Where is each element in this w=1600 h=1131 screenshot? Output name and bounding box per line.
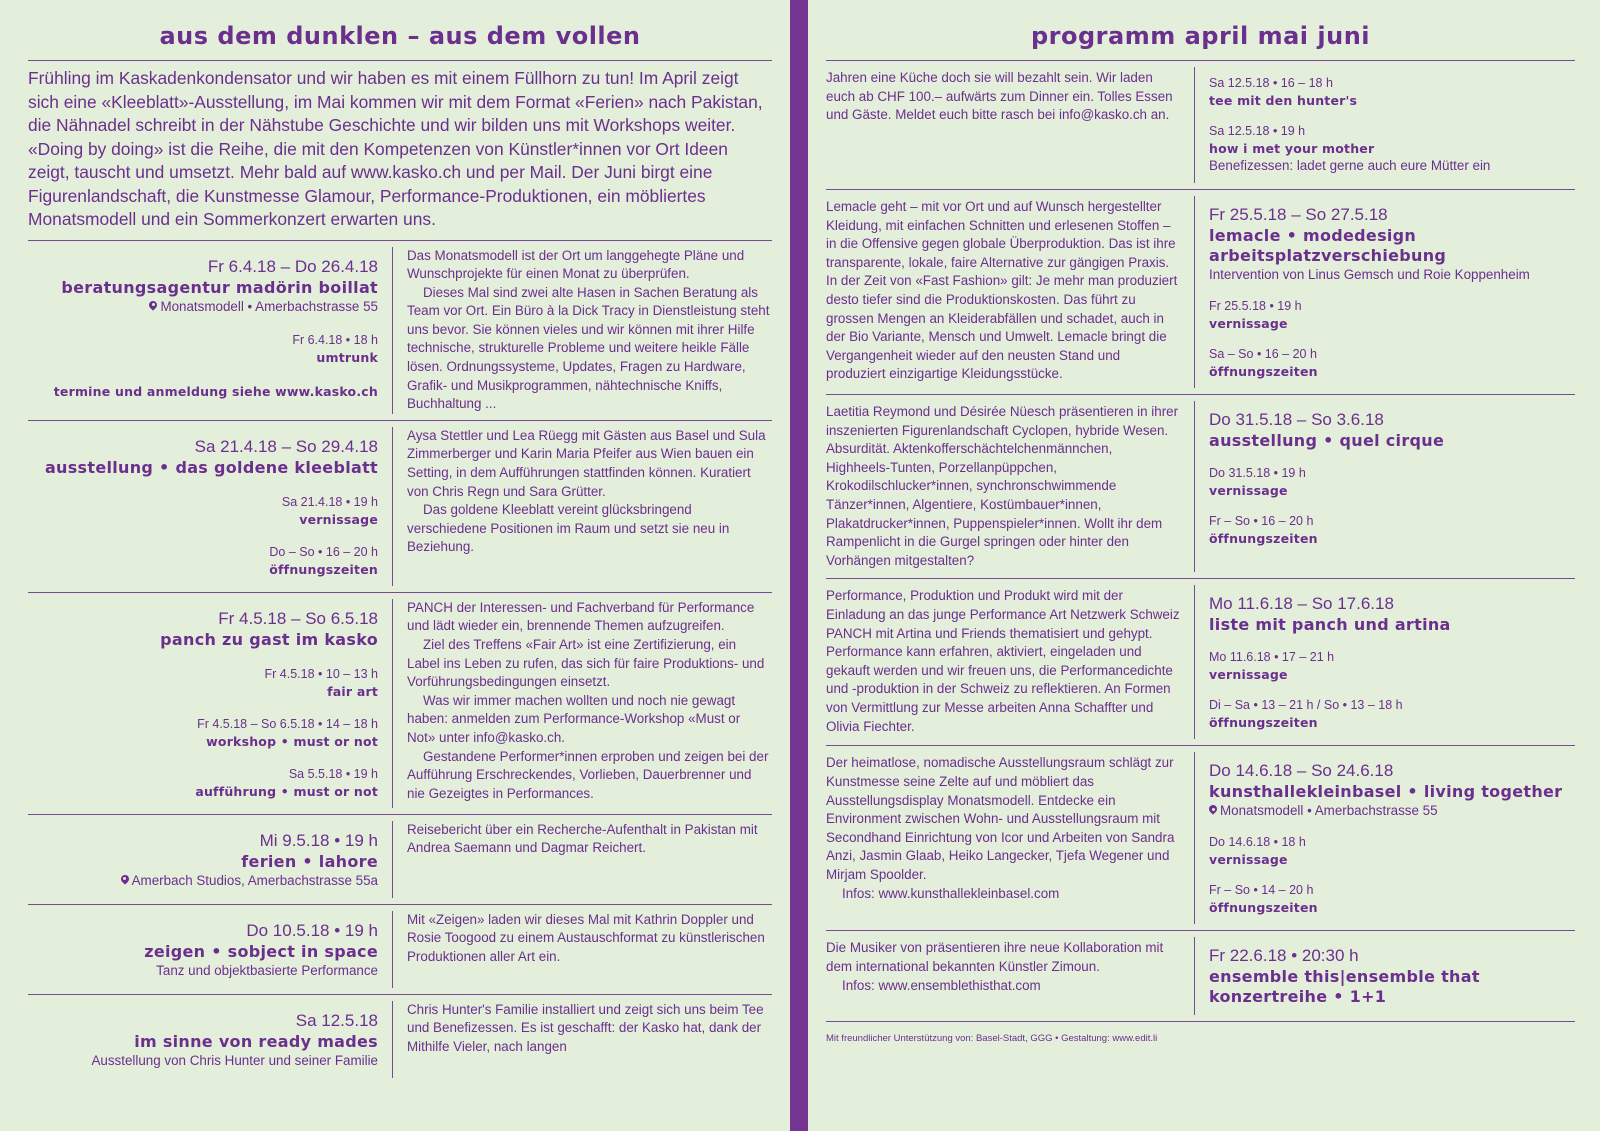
event-date: Sa 21.4.18 – So 29.4.18: [194, 436, 378, 456]
intro-text: Frühling im Kaskadenkondensator und wir haben es mit einem Füllhorn zu tun! Im April zeigt sich eine «Kleeblatt»-Ausstellung, im Mai kommen wir mit dem Format «Ferien» nach Pakistan, die Nähnadel schreibt in der Nähstube Geschichte und wir bilden uns mit Workshops weiter. «Doing by doing» ist die Reihe, die mit den Kompetenzen von Künstler*innen vor Ort Ideen zeigt, tauscht und umsetzt. Mehr bald auf www.kasko.ch und per Mail. Der Juni birgt eine Figurenlandschaft, die Kunstmesse Glamour, Performance-Produktionen, ein möbliertes Monatsmodell und ein Sommerkonzert erwarten uns.: [28, 68, 763, 229]
sub-event-time: Do 31.5.18 • 19 h: [1209, 466, 1306, 480]
event-location-text: Amerbach Studios, Amerbachstrasse 55a: [131, 872, 378, 888]
description-paragraph: Chris Hunter's Familie installiert und zeigt sich uns beim Tee und Benefizessen. Es ist geschafft: der Kasko hat, dank der Mithilfe Vieler, nach langen: [407, 1001, 764, 1055]
event-heading: ausstellung • quel cirque: [1209, 431, 1445, 450]
description-paragraph: Die Musiker von präsentieren ihre neue Kollaboration mit dem international bekannten Künstler Zimoun.: [826, 940, 1164, 974]
event-date: Do 14.6.18 – So 24.6.18: [1209, 761, 1394, 781]
event-heading-line2: konzertreihe • 1+1: [1209, 987, 1387, 1007]
sub-event-label: öffnungszeiten: [1209, 364, 1318, 379]
divider: [28, 60, 772, 61]
description-paragraph: Infos: www.ensemblethisthat.com: [842, 977, 1041, 993]
event-meta: [28, 821, 393, 898]
event-heading: kunsthallekleinbasel • living together: [1209, 782, 1563, 802]
event-row: [826, 394, 1575, 578]
description-paragraph: Performance, Produktion und Produkt wird mit der Einladung an das junge Performance Art Netzwerk Schweiz PANCH mit Artina und Friends thematisiert und gehypt. Performance kann erfahren, aktiviert, eingeladen und gekauft werden und wir freuen uns, die Performancedichte und -produktion in der Schweiz zu reflektieren. An Formen von Vermittlung zur Messe arbeiten Anna Schaffter und Olivia Fiechter.: [826, 588, 1180, 734]
event-date: Do 10.5.18 • 19 h: [246, 920, 378, 940]
description-paragraph: Infos: www.kunsthallekleinbasel.com: [842, 885, 1060, 901]
event-meta: [1194, 585, 1575, 739]
registration-note: termine und anmeldung siehe www.kasko.ch: [53, 383, 378, 399]
description-paragraph: Aysa Stettler und Lea Rüegg mit Gästen aus Basel und Sula Zimmerberger und Karin Maria Pfeifer aus Wien bauen ein Setting, in dem Aufführungen stattfinden können. Kuratiert von Chris Regn und Sara Grütter.: [407, 427, 766, 499]
event-row: [826, 60, 1575, 189]
sub-event-label: umtrunk: [316, 349, 378, 365]
event-heading: panch zu gast im kasko: [160, 629, 378, 649]
event-row: [826, 578, 1575, 745]
sub-event-label: öffnungszeiten: [1209, 715, 1318, 731]
event-description: [826, 579, 1194, 745]
description-paragraph: PANCH der Interessen- und Fachverband für Performance und lädt wieder ein, brennende Themen aufzugreifen.: [407, 599, 755, 634]
description-paragraph: Reisebericht über ein Recherche-Aufenthalt in Pakistan mit Andrea Saemann und Dagmar Reichert.: [407, 821, 758, 856]
description-paragraph: Gestandene Performer*innen erproben und zeigen bei der Aufführung Erschreckendes, Vorlieben, Dauerbrenner und nie Gezeigtes in Performances.: [407, 748, 769, 801]
sub-event-time: Fr 4.5.18 • 10 – 13 h: [264, 666, 378, 681]
sub-event-label: how i met your mother: [1209, 141, 1375, 156]
event-meta: [1194, 401, 1575, 572]
description-paragraph: Jahren eine Küche doch sie will bezahlt sein. Wir laden euch ab CHF 100.– aufwärts zum Dinner ein. Tolles Essen und Gäste. Meldet euch bitte rasch bei info@kasko.ch an.: [826, 70, 1173, 123]
event-row: [826, 189, 1575, 394]
event-location-text: Ausstellung von Chris Hunter und seiner Familie: [91, 1052, 378, 1068]
description-paragraph: Der heimatlose, nomadische Ausstellungsraum schlägt zur Kunstmesse seine Zelte auf und möbliert das Ausstellungsdisplay Monatsmodell. Entdecke ein Environment zwischen Wohn- und Ausstellungsraum mit Secondhand Einrichtung von Icor und Arbeiten von Sandra Anzi, Jasmin Glaab, Heiko Langecker, Tjefa Wegener und Mirjam Spoolder.: [826, 755, 1175, 882]
sub-event-time: Sa 12.5.18 • 19 h: [1209, 124, 1306, 138]
sub-event-label: öffnungszeiten: [269, 561, 378, 577]
sub-event-label: fair art: [327, 683, 378, 699]
description-paragraph: Mit «Zeigen» laden wir dieses Mal mit Kathrin Doppler und Rosie Toogood zu einem Austauschformat zu künstlerischen Produktionen aller Art ein.: [407, 911, 765, 965]
event-meta: [1194, 752, 1575, 924]
event-row: [28, 592, 772, 814]
footer-credits: Mit freundlicher Unterstützung von: Basel-Stadt, GGG • Gestaltung: www.edit.li: [826, 1021, 1575, 1044]
sub-event-time: Fr 4.5.18 – So 6.5.18 • 14 – 18 h: [197, 716, 378, 731]
event-meta: [28, 427, 393, 586]
location-pin-icon: [1209, 805, 1217, 815]
sub-event-note: Benefizessen: ladet gerne auch eure Mütter ein: [1209, 158, 1491, 173]
event-heading: lemacle • modedesign: [1209, 226, 1417, 245]
left-title: aus dem dunklen – aus dem vollen: [159, 22, 641, 50]
event-date: Mi 9.5.18 • 19 h: [259, 830, 378, 850]
sub-event-label: aufführung • must or not: [195, 783, 378, 799]
event-description: [826, 931, 1194, 1021]
event-location-text: Monatsmodell • Amerbachstrasse 55: [1220, 803, 1438, 819]
event-description: [393, 995, 772, 1084]
left-page: [0, 0, 790, 1131]
right-page: [808, 0, 1600, 1131]
event-date: Do 31.5.18 – So 3.6.18: [1209, 410, 1384, 429]
sub-event-label: vernissage: [1209, 316, 1288, 331]
event-meta: [28, 599, 393, 808]
event-meta: [28, 1001, 393, 1078]
event-date: Fr 4.5.18 – So 6.5.18: [218, 608, 378, 628]
left-event-list: [28, 240, 772, 1084]
description-paragraph: Was wir immer machen wollten und noch nie gewagt haben: anmelden zum Performance-Workshop «Must or Not» unter info@kasko.ch.: [407, 692, 741, 745]
sub-event-label: vernissage: [1209, 667, 1288, 683]
sub-event-time: Fr 6.4.18 • 18 h: [292, 332, 378, 347]
location-pin-icon: [121, 875, 129, 885]
event-location: [1209, 802, 1575, 820]
event-description: [393, 815, 772, 904]
event-location: [28, 298, 378, 316]
description-paragraph: Das goldene Kleeblatt vereint glücksbringend verschiedene Positionen im Raum und setzt sie neu in Beziehung.: [407, 502, 730, 555]
sub-event-time: Mo 11.6.18 • 17 – 21 h: [1209, 650, 1335, 665]
event-date: Mo 11.6.18 – So 17.6.18: [1209, 594, 1394, 614]
sub-event-time: Sa 12.5.18 • 16 – 18 h: [1209, 76, 1333, 90]
sub-event-time: Fr 25.5.18 • 19 h: [1209, 299, 1302, 313]
event-row: [28, 904, 772, 994]
event-meta: [1194, 67, 1575, 183]
event-row: [826, 745, 1575, 930]
event-description: [826, 746, 1194, 930]
event-meta: [1194, 937, 1575, 1015]
event-row: [28, 994, 772, 1084]
event-location-text: Monatsmodell • Amerbachstrasse 55: [160, 298, 378, 314]
event-row: [28, 814, 772, 904]
event-heading: zeigen • sobject in space: [144, 941, 378, 961]
sub-event-label: vernissage: [1209, 852, 1288, 868]
event-date: Fr 25.5.18 – So 27.5.18: [1209, 205, 1388, 224]
sub-event-label: tee mit den hunter's: [1209, 93, 1358, 108]
right-title: programm april mai juni: [1030, 22, 1370, 50]
event-heading: beratungsagentur madörin boillat: [61, 277, 378, 297]
sub-event-time: Sa – So • 16 – 20 h: [1209, 347, 1317, 361]
sub-event-time: Di – Sa • 13 – 21 h / So • 13 – 18 h: [1209, 698, 1403, 713]
event-heading: liste mit panch und artina: [1209, 615, 1451, 635]
event-location: [28, 962, 378, 980]
sub-event-label: vernissage: [1209, 483, 1288, 498]
event-heading: ausstellung • das goldene kleeblatt: [44, 457, 378, 477]
description-paragraph: Ziel des Treffens «Fair Art» ist eine Zertifizierung, ein Label ins Leben zu rufen, das sich für faire Produktions- und Vorführungsbedingungen einsetzt.: [407, 637, 765, 690]
event-description: [393, 241, 772, 420]
description-paragraph: Dieses Mal sind zwei alte Hasen in Sachen Beratung als Team vor Ort. Ein Büro à la Dick Tracy in Dienstleistung steht uns bevor. Sie können vieles und wir können mit ihrer Hilfe technische, strukturelle Probleme und weitere heikle Fälle lösen. Ordnungssysteme, Updates, Fragen zu Hardware, Grafik- und Musikprogrammen, nähtechnische Kniffs, Buchhaltung ...: [407, 284, 770, 412]
event-heading: ensemble this|ensemble that: [1209, 967, 1480, 987]
sub-event-label: öffnungszeiten: [1209, 531, 1318, 546]
event-heading-line2: arbeitsplatzverschiebung: [1209, 246, 1447, 265]
event-row: [826, 930, 1575, 1021]
event-description: [826, 395, 1194, 578]
sub-event-time: Sa 5.5.18 • 19 h: [288, 766, 378, 781]
sub-event-time: Sa 21.4.18 • 19 h: [281, 494, 378, 509]
sub-event-time: Do – So • 16 – 20 h: [269, 544, 378, 559]
event-date: Fr 6.4.18 – Do 26.4.18: [207, 256, 378, 276]
description-paragraph: Laetitia Reymond und Désirée Nüesch präsentieren in ihrer inszenierten Figurenlandschaft Cyclopen, hybride Wesen. Absurdität. Aktenkofferschächtelchenmännchen, Highheels-Tunten, Porzellanpüppchen, Krokodilschlucker*innen, synchronschwimmende Tänzer*innen, Algentiere, Kostümbauer*innen, Plakatdrucker*innen, Puppenspieler*innen. Wollt ihr dem Rampenlicht in die Gurgel springen oder hinter den Vorhängen mitgestalten?: [826, 404, 1179, 568]
event-location-text: Intervention von Linus Gemsch und Roie Koppenheim: [1209, 267, 1530, 282]
event-meta: [28, 247, 393, 414]
event-row: [28, 420, 772, 592]
event-location-text: Tanz und objektbasierte Performance: [156, 962, 378, 978]
sub-event-label: workshop • must or not: [206, 733, 378, 749]
center-spine: [790, 0, 808, 1131]
event-heading: ferien • lahore: [241, 851, 378, 871]
event-description: [826, 61, 1194, 189]
event-meta: [1194, 196, 1575, 388]
event-description: [393, 905, 772, 994]
sub-event-label: öffnungszeiten: [1209, 900, 1318, 916]
event-description: [393, 421, 772, 592]
location-pin-icon: [149, 301, 157, 311]
event-meta: [28, 911, 393, 988]
event-heading: im sinne von ready mades: [134, 1031, 378, 1051]
event-location: [28, 872, 378, 890]
event-date: Sa 12.5.18: [295, 1010, 378, 1030]
event-date: Fr 22.6.18 • 20:30 h: [1209, 946, 1359, 966]
right-event-list: [826, 60, 1575, 1021]
sub-event-time: Do 14.6.18 • 18 h: [1209, 835, 1306, 850]
event-row: [28, 240, 772, 420]
description-paragraph: Das Monatsmodell ist der Ort um langgehegte Pläne und Wunschprojekte für einen Monat zu überprüfen.: [407, 247, 745, 282]
event-description: [393, 593, 772, 814]
sub-event-time: Fr – So • 14 – 20 h: [1209, 883, 1314, 898]
event-location: [1209, 266, 1575, 284]
sub-event-label: vernissage: [299, 511, 378, 527]
sub-event-time: Fr – So • 16 – 20 h: [1209, 514, 1314, 528]
event-description: [826, 190, 1194, 394]
description-paragraph: Lemacle geht – mit vor Ort und auf Wunsch hergestellter Kleidung, mit einfachen Schnitten und erlesenen Stoffen – in die Offensive gegen globale Überproduktion. Das ist ihre transparente, lokale, faire Alternative zur gängigen Praxis. In der Zeit von «Fast Fashion» gilt: Je mehr man produziert desto tiefer sind die Produktionskosten. Das führt zu grossen Mengen an Kleiderabfällen und schadet, auch in der Bio Variante, Mensch und Umwelt. Lemacle bringt die Vergangenheit wieder auf den neusten Stand und produziert einzigartige Kleidungsstücke.: [826, 199, 1178, 382]
event-location: [28, 1052, 378, 1070]
